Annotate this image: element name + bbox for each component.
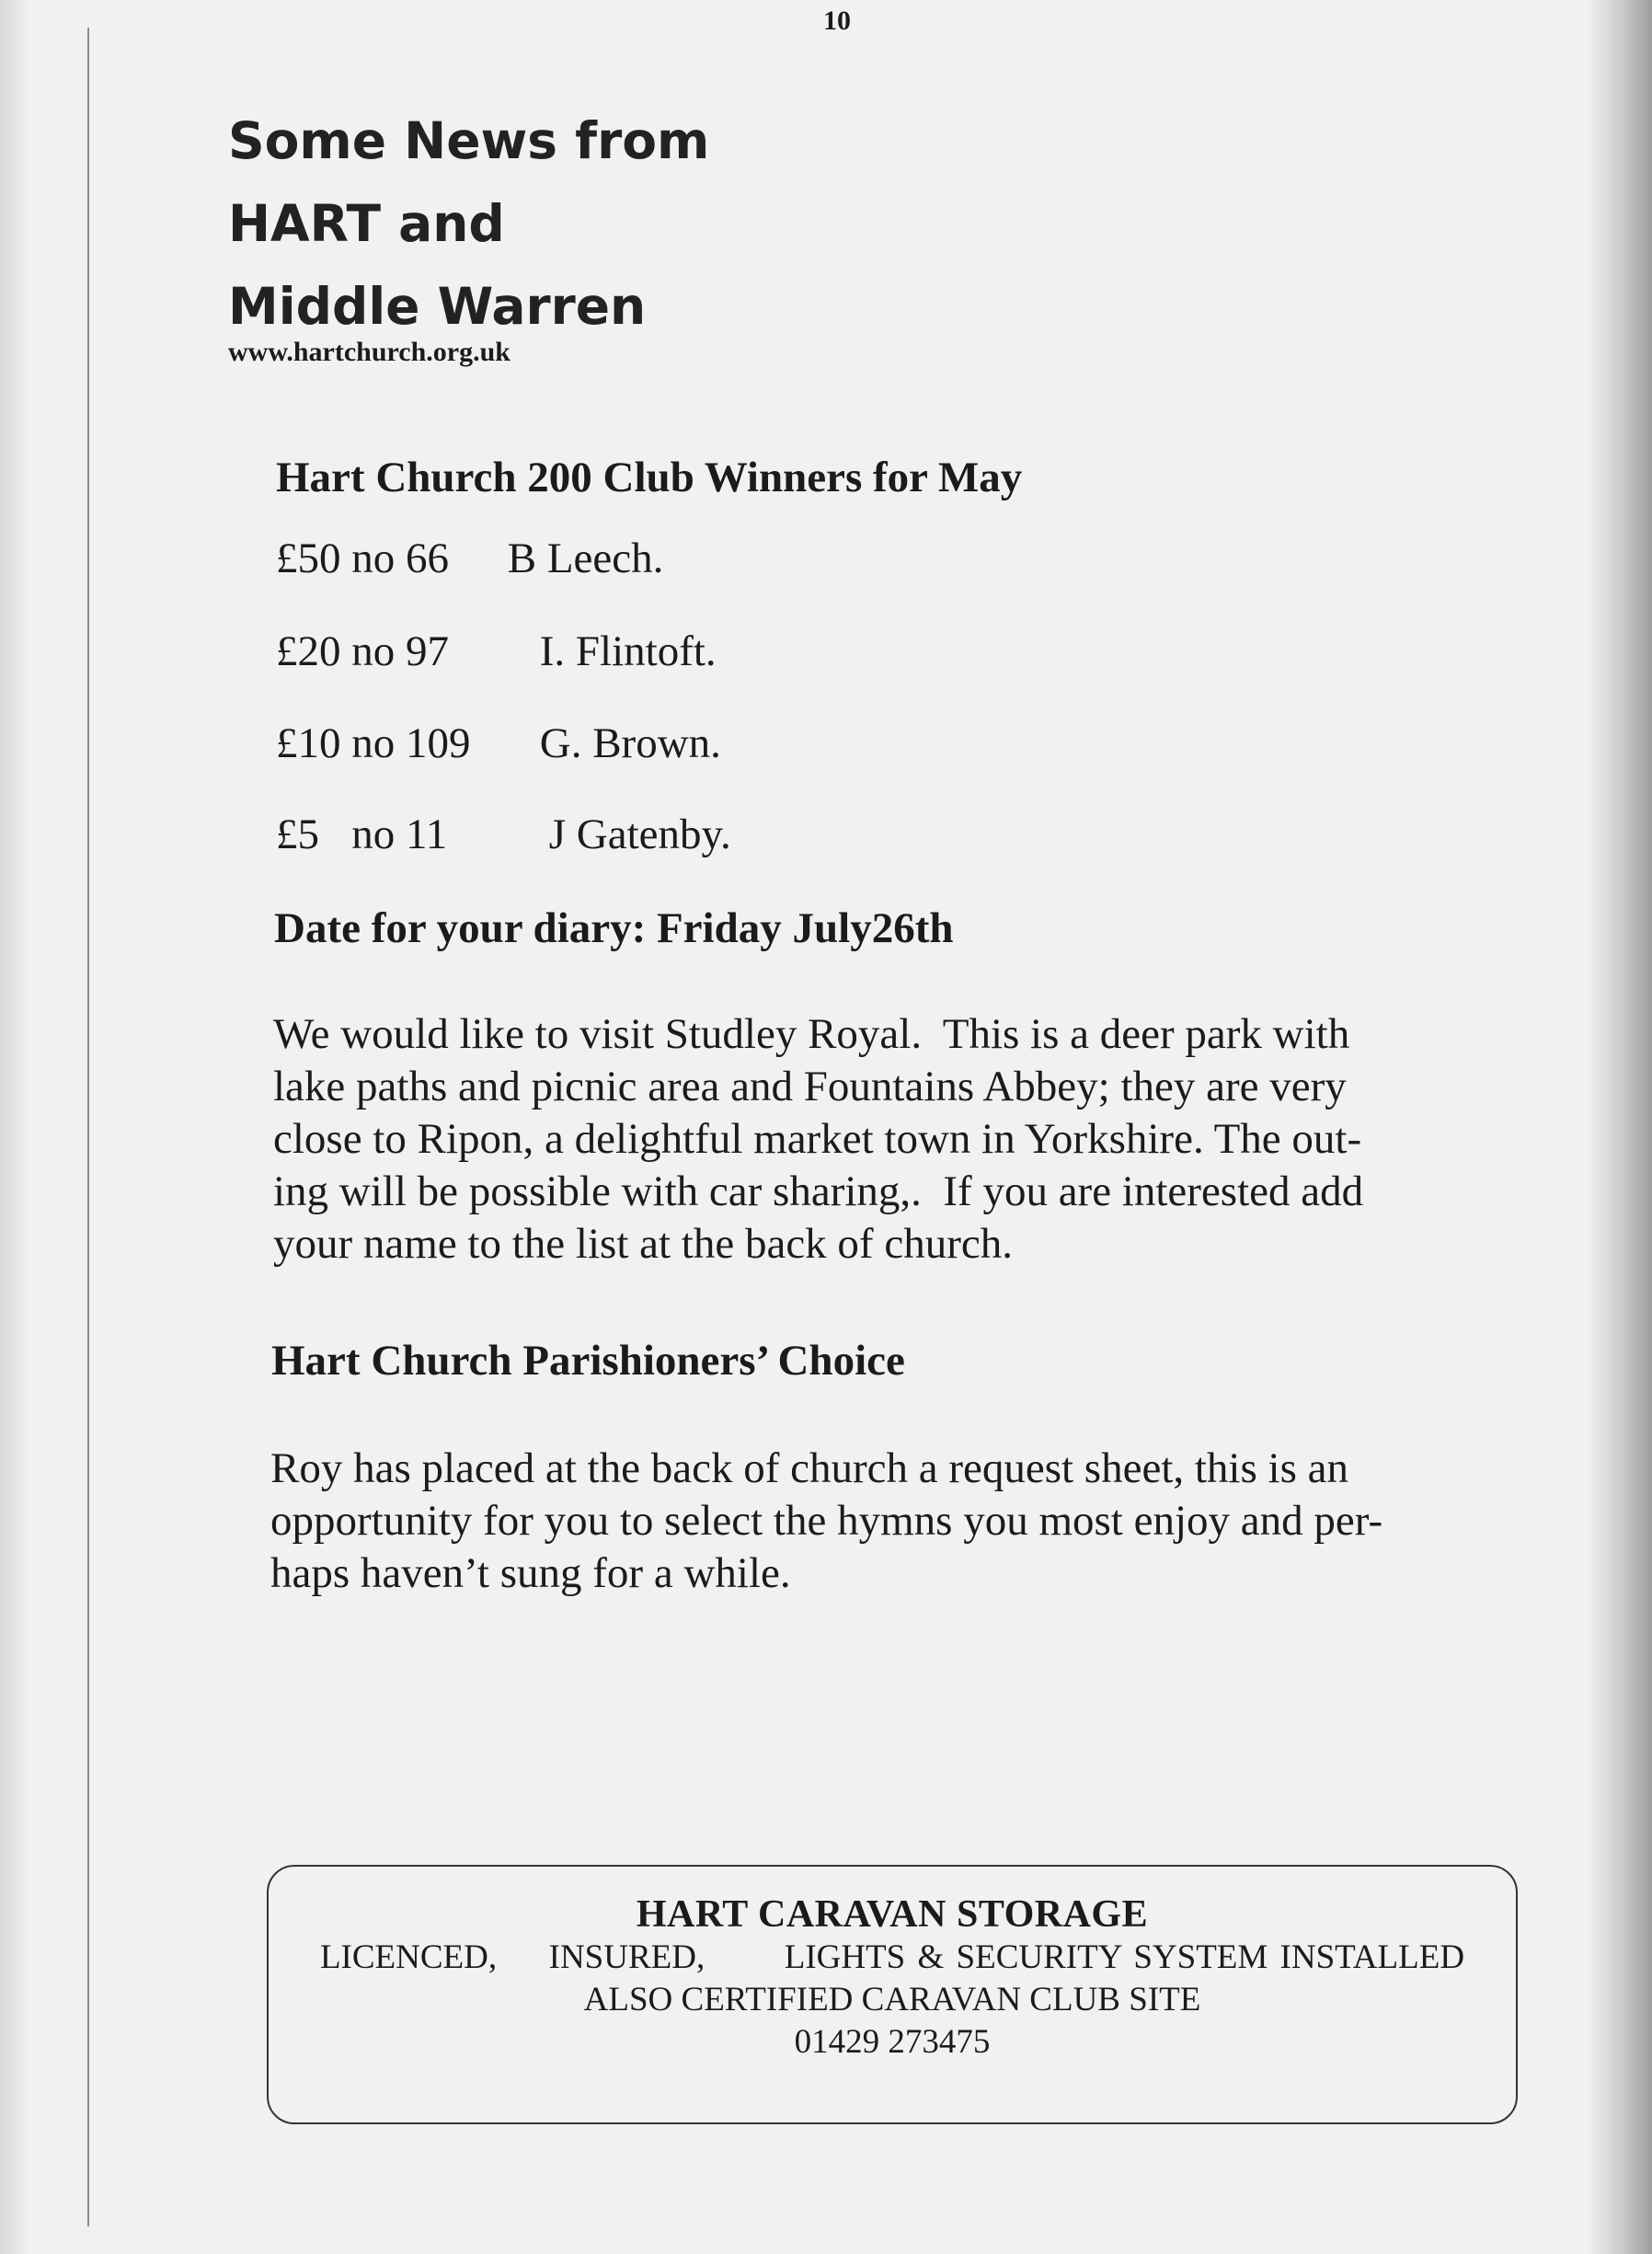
diary-line: We would like to visit Studley Royal. This is a deer park with [273,1010,1350,1058]
winner-row [276,627,717,676]
diary-line: ing will be possible with car sharing,. If you are interested add [273,1167,1364,1215]
advert-certified: ALSO CERTIFIED CARAVAN CLUB SITE [583,1981,1201,2018]
winner-row [276,810,731,859]
winner-name: B Leech. [507,535,664,582]
masthead-line-1: Some News from [228,111,710,170]
diary-paragraph [273,1008,1363,1271]
choice-line: opportunity for you to select the hymns you most enjoy and per- [270,1497,1383,1545]
winner-prize: £5 no 11 [276,811,448,858]
winner-name: G. Brown. [539,719,721,767]
advert-feature-insured: INSURED, [548,1938,706,1976]
page-edge-right [1588,0,1652,2254]
winner-prize: £20 no 97 [276,627,449,675]
advert-box [267,1865,1518,2124]
winner-prize: £50 no 66 [276,535,449,582]
advert-feature-licenced: LICENCED, [319,1938,498,1976]
advert-phone[interactable]: 01429 273475 [794,2023,991,2061]
choice-paragraph [270,1443,1382,1600]
diary-line: lake paths and picnic area and Fountains Abbey; they are very [273,1063,1347,1110]
winner-name: I. Flintoft. [539,627,717,675]
website-url[interactable]: www.hartchurch.org.uk [228,337,511,367]
page-number: 10 [823,6,851,36]
diary-line: close to Ripon, a delightful market town in Yorkshire. The out- [273,1115,1362,1163]
masthead-line-3: Middle Warren [228,277,647,336]
advert-features [269,1937,1516,1979]
advert-feature-lights: LIGHTS & SECURITY SYSTEM INSTALLED [784,1938,1465,1976]
winner-prize: £10 no 109 [276,719,471,767]
winner-row [276,534,663,583]
binding-line [87,28,89,2226]
choice-line: haps haven’t sung for a while. [270,1549,791,1597]
winner-name: J Gatenby. [548,811,731,858]
masthead-line-2: HART and [228,194,505,253]
page-edge-left [0,0,28,2254]
choice-line: Roy has placed at the back of church a request sheet, this is an [270,1444,1348,1492]
advert-title: HART CARAVAN STORAGE [636,1893,1149,1936]
winner-row [276,719,721,768]
diary-heading: Date for your diary: Friday July26th [274,904,954,952]
club-heading: Hart Church 200 Club Winners for May [276,454,1023,501]
church-photo [936,85,1548,397]
diary-line: your name to the list at the back of church. [273,1220,1013,1268]
choice-heading: Hart Church Parishioners’ Choice [271,1337,905,1385]
masthead-title [228,99,709,348]
